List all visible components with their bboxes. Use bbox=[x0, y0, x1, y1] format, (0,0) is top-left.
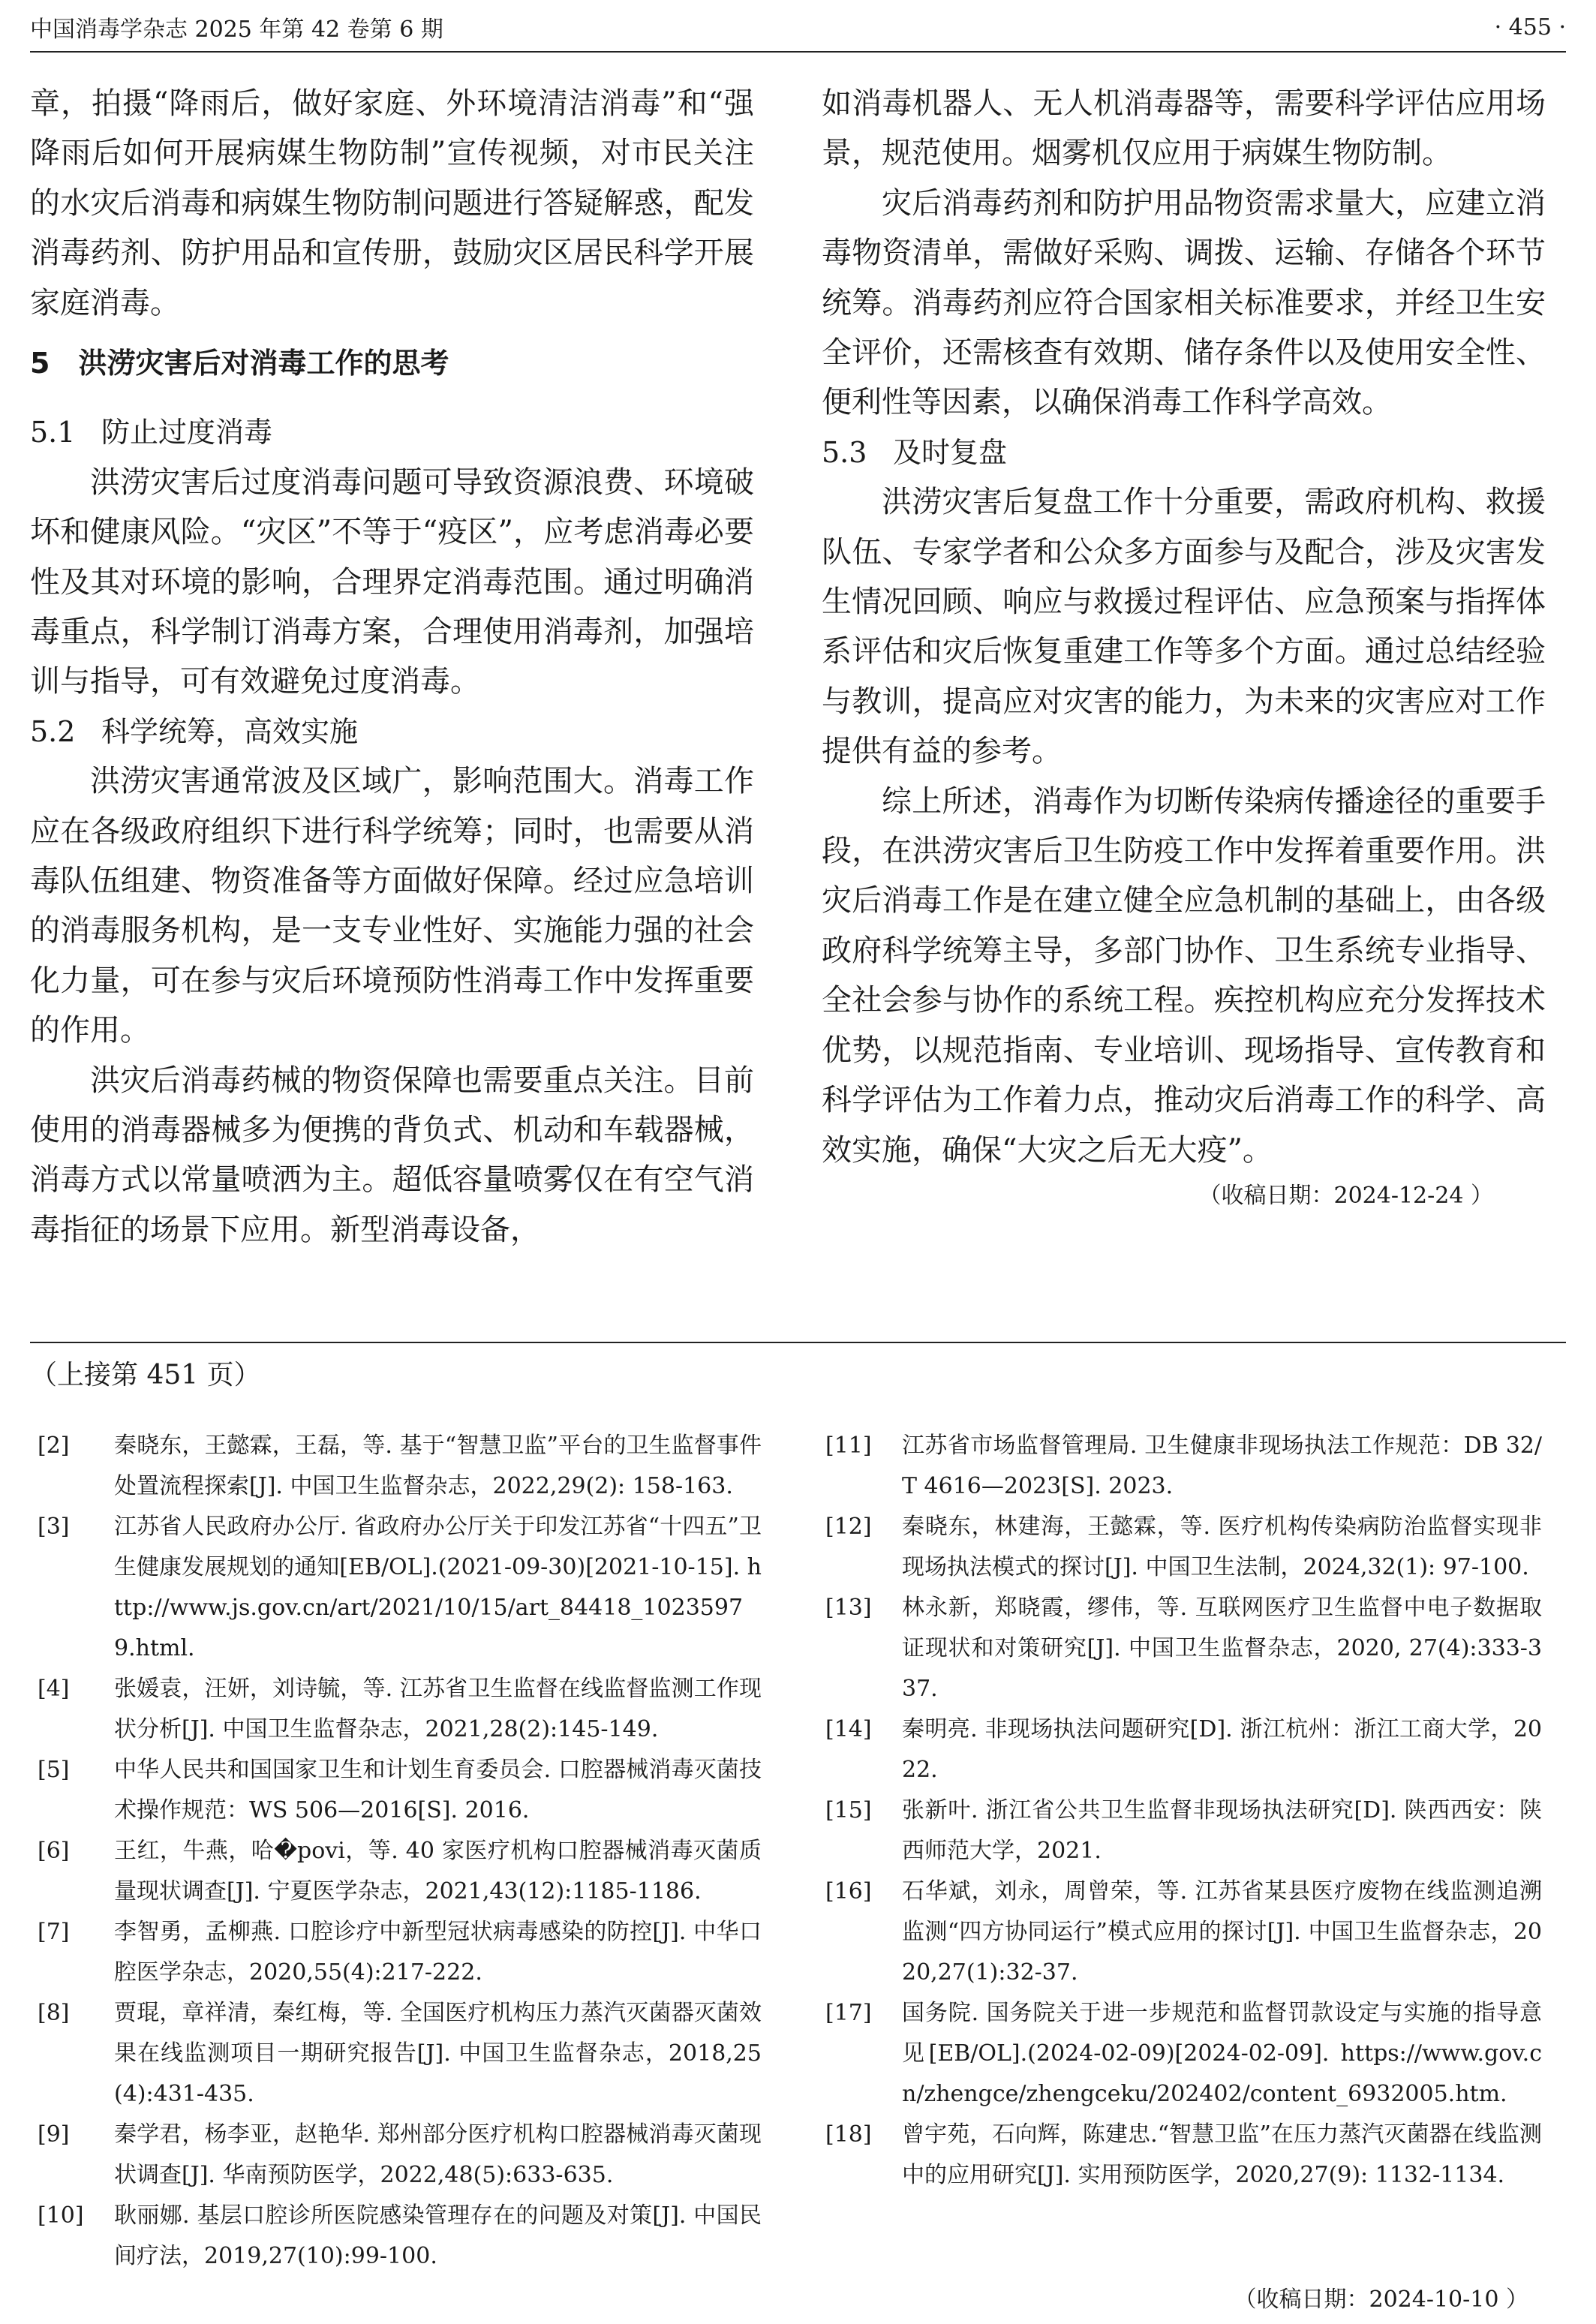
reference-text: 耿丽娜. 基层口腔诊所医院感染管理存在的问题及对策[J]. 中国民间疗法，2019,27(10):99-100. bbox=[114, 2202, 762, 2269]
reference-number: [15] bbox=[825, 1797, 872, 1823]
references-left bbox=[30, 1426, 762, 2277]
reference-text: 曾宇苑，石向辉，陈建忠.“智慧卫监”在压力蒸汽灭菌器在线监测中的应用研究[J]. 实用预防医学，2020,27(9): 1132-1134. bbox=[902, 2121, 1542, 2188]
reference-number: [8] bbox=[38, 2000, 70, 2026]
received-date: （收稿日期：2024-12-24 ） bbox=[1198, 1182, 1493, 1209]
supply-paragraph: 灾后消毒药剂和防护用品物资需求量大，应建立消毒物资清单，需做好采购、调拨、运输、存储各个环节统筹。消毒药剂应符合国家相关标准要求，并经卫生安全评价，还需核查有效期、储存条件以及使用安全性、便利性等因素，以确保消毒工作科学高效。 bbox=[822, 185, 1546, 420]
subsection-title: 及时复盘 bbox=[893, 435, 1008, 469]
reference-entry bbox=[818, 2115, 1542, 2196]
received-date-2: （收稿日期：2024-10-10 ） bbox=[1234, 2286, 1528, 2313]
reference-number: [10] bbox=[38, 2202, 84, 2229]
subsection-title: 防止过度消毒 bbox=[101, 416, 273, 449]
paragraph-5-1: 洪涝灾害后过度消毒问题可导致资源浪费、环境破坏和健康风险。“灾区”不等于“疫区”，应考虑消毒必要性及其对环境的影响，合理界定消毒范围。通过明确消毒重点，科学制订消毒方案，合理使用消毒剂，加强培训与指导，可有效避免过度消毒。 bbox=[30, 464, 754, 699]
subsection-number: 5.1 bbox=[30, 416, 76, 449]
reference-number: [12] bbox=[825, 1514, 872, 1540]
reference-number: [14] bbox=[825, 1716, 872, 1742]
paragraph-5-2-a: 洪涝灾害通常波及区域广，影响范围大。消毒工作应在各级政府组织下进行科学统筹；同时，也需要从消毒队伍组建、物资准备等方面做好保障。经过应急培训的消毒服务机构，是一支专业性好、实施能力强的社会化力量，可在参与灾后环境预防性消毒工作中发挥重要的作用。 bbox=[30, 764, 754, 1048]
reference-text: 秦晓东，林建海，王懿霖，等. 医疗机构传染病防治监督实现非现场执法模式的探讨[J]. 中国卫生法制，2024,32(1): 97-100. bbox=[902, 1514, 1542, 1580]
reference-entry bbox=[818, 1507, 1542, 1588]
reference-number: [13] bbox=[825, 1595, 872, 1621]
right-column bbox=[822, 79, 1546, 1217]
subsection-number: 5.3 bbox=[822, 435, 867, 469]
section-divider bbox=[30, 1342, 1566, 1343]
reference-number: [3] bbox=[38, 1514, 70, 1540]
reference-number: [6] bbox=[38, 1838, 70, 1864]
references-right bbox=[818, 1426, 1542, 2196]
reference-number: [18] bbox=[825, 2121, 872, 2148]
reference-entry bbox=[818, 1993, 1542, 2115]
conclusion-paragraph: 综上所述，消毒作为切断传染病传播途径的重要手段，在洪涝灾害后卫生防疫工作中发挥着重要作用。洪灾后消毒工作是在建立健全应急机制的基础上，由各级政府科学统筹主导，多部门协作、卫生系统专业指导、全社会参与协作的系统工程。疾控机构应充分发挥技术优势，以规范指南、专业培训、现场指导、宣传教育和科学评估为工作着力点，推动灾后消毒工作的科学、高效实施，确保“大灾之后无大疫”。 bbox=[822, 783, 1546, 1168]
reference-entry bbox=[30, 2115, 762, 2196]
reference-text: 秦学君，杨李亚，赵艳华. 郑州部分医疗机构口腔器械消毒灭菌现状调查[J]. 华南预防医学，2022,48(5):633-635. bbox=[114, 2121, 762, 2188]
section-heading: 5 洪涝灾害后对消毒工作的思考 bbox=[30, 347, 449, 380]
reference-text: 石华斌，刘永，周曾荣，等. 江苏省某县医疗废物在线监测追溯监测“四方协同运行”模式应用的探讨[J]. 中国卫生监督杂志，2020,27(1):32-37. bbox=[902, 1878, 1542, 1986]
reference-entry bbox=[818, 1709, 1542, 1790]
reference-entry bbox=[818, 1872, 1542, 1993]
reference-text: 林永新，郑晓霞，缪伟，等. 互联网医疗卫生监督中电子数据取证现状和对策研究[J]. 中国卫生监督杂志，2020, 27(4):333-337. bbox=[902, 1595, 1542, 1702]
reference-entry bbox=[30, 1750, 762, 1831]
reference-number: [5] bbox=[38, 1757, 70, 1783]
subsection-heading-5-2 bbox=[30, 707, 754, 756]
reference-text: 秦明亮. 非现场执法问题研究[D]. 浙江杭州：浙江工商大学，2022. bbox=[902, 1716, 1542, 1783]
reference-number: [9] bbox=[38, 2121, 70, 2148]
reference-entry bbox=[818, 1790, 1542, 1872]
reference-entry bbox=[818, 1588, 1542, 1709]
subsection-number: 5.2 bbox=[30, 714, 76, 748]
reference-entry bbox=[818, 1426, 1542, 1507]
paragraph-5-3: 洪涝灾害后复盘工作十分重要，需政府机构、救援队伍、专家学者和公众多方面参与及配合，涉及灾害发生情况回顾、响应与救援过程评估、应急预案与指挥体系评估和灾后恢复重建工作等多个方面。通过总结经验与教训，提高应对灾害的能力，为未来的灾害应对工作提供有益的参考。 bbox=[822, 485, 1546, 769]
reference-text: 江苏省市场监督管理局. 卫生健康非现场执法工作规范：DB 32/T 4616—2023[S]. 2023. bbox=[902, 1433, 1542, 1499]
reference-entry bbox=[30, 1507, 762, 1669]
reference-entry bbox=[30, 1669, 762, 1750]
paragraph-5-2-b: 洪灾后消毒药械的物资保障也需要重点关注。目前使用的消毒器械多为便携的背负式、机动和车载器械，消毒方式以常量喷洒为主。超低容量喷雾仅在有空气消毒指征的场景下应用。新型消毒设备， bbox=[30, 1063, 754, 1247]
intro-paragraph: 章，拍摄“降雨后，做好家庭、外环境清洁消毒”和“强降雨后如何开展病媒生物防制”宣传视频，对市民关注的水灾后消毒和病媒生物防制问题进行答疑解惑，配发消毒药剂、防护用品和宣传册，鼓励灾区居民科学开展家庭消毒。 bbox=[30, 86, 754, 320]
reference-text: 秦晓东，王懿霖，王磊，等. 基于“智慧卫监”平台的卫生监督事件处置流程探索[J]. 中国卫生监督杂志，2022,29(2): 158-163. bbox=[114, 1433, 762, 1499]
reference-number: [7] bbox=[38, 1919, 70, 1945]
reference-entry bbox=[30, 1993, 762, 2115]
reference-text: 中华人民共和国国家卫生和计划生育委员会. 口腔器械消毒灭菌技术操作规范：WS 506—2016[S]. 2016. bbox=[114, 1757, 762, 1823]
journal-title: 中国消毒学杂志 2025 年第 42 卷第 6 期 bbox=[30, 17, 443, 43]
subsection-title: 科学统筹，高效实施 bbox=[101, 714, 359, 748]
running-header bbox=[30, 9, 1566, 45]
continued-note: （上接第 451 页） bbox=[30, 1360, 261, 1390]
reference-text: 国务院. 国务院关于进一步规范和监督罚款设定与实施的指导意见[EB/OL].(2024-02-09)[2024-02-09]. https://www.gov.cn/zhengce/zhengceku/202402/content_6932005.htm. bbox=[902, 2000, 1542, 2107]
reference-number: [16] bbox=[825, 1878, 872, 1905]
reference-entry bbox=[30, 1426, 762, 1507]
subsection-heading-5-1 bbox=[30, 407, 754, 457]
reference-number: [11] bbox=[825, 1433, 872, 1459]
left-column bbox=[30, 79, 754, 1255]
continued-paragraph: 如消毒机器人、无人机消毒器等，需要科学评估应用场景，规范使用。烟雾机仅应用于病媒生物防制。 bbox=[822, 86, 1546, 171]
reference-text: 张新叶. 浙江省公共卫生监督非现场执法研究[D]. 陕西西安：陕西师范大学，2021. bbox=[902, 1797, 1542, 1864]
reference-number: [4] bbox=[38, 1676, 70, 1702]
reference-entry bbox=[30, 2196, 762, 2277]
reference-number: [17] bbox=[825, 2000, 872, 2026]
reference-entry bbox=[30, 1831, 762, 1912]
reference-text: 王红，牛燕，哈�povi，等. 40 家医疗机构口腔器械消毒灭菌质量现状调查[J]. 宁夏医学杂志，2021,43(12):1185-1186. bbox=[114, 1838, 762, 1905]
reference-number: [2] bbox=[38, 1433, 70, 1459]
reference-text: 江苏省人民政府办公厅. 省政府办公厅关于印发江苏省“十四五”卫生健康发展规划的通知[EB/OL].(2021-09-30)[2021-10-15]. http://www.js.gov.cn/art/2021/10/15/art_84418_10235979.html. bbox=[114, 1514, 762, 1661]
subsection-heading-5-3 bbox=[822, 428, 1546, 477]
page-number: · 455 · bbox=[1494, 14, 1566, 41]
reference-text: 贾琨，章祥清，秦红梅，等. 全国医疗机构压力蒸汽灭菌器灭菌效果在线监测项目一期研究报告[J]. 中国卫生监督杂志，2018,25(4):431-435. bbox=[114, 2000, 762, 2107]
reference-entry bbox=[30, 1912, 762, 1993]
header-rule bbox=[30, 51, 1566, 53]
reference-text: 李智勇，孟柳燕. 口腔诊疗中新型冠状病毒感染的防控[J]. 中华口腔医学杂志，2020,55(4):217-222. bbox=[114, 1919, 762, 1986]
reference-text: 张媛袁，汪妍，刘诗毓，等. 江苏省卫生监督在线监督监测工作现状分析[J]. 中国卫生监督杂志，2021,28(2):145-149. bbox=[114, 1676, 762, 1742]
